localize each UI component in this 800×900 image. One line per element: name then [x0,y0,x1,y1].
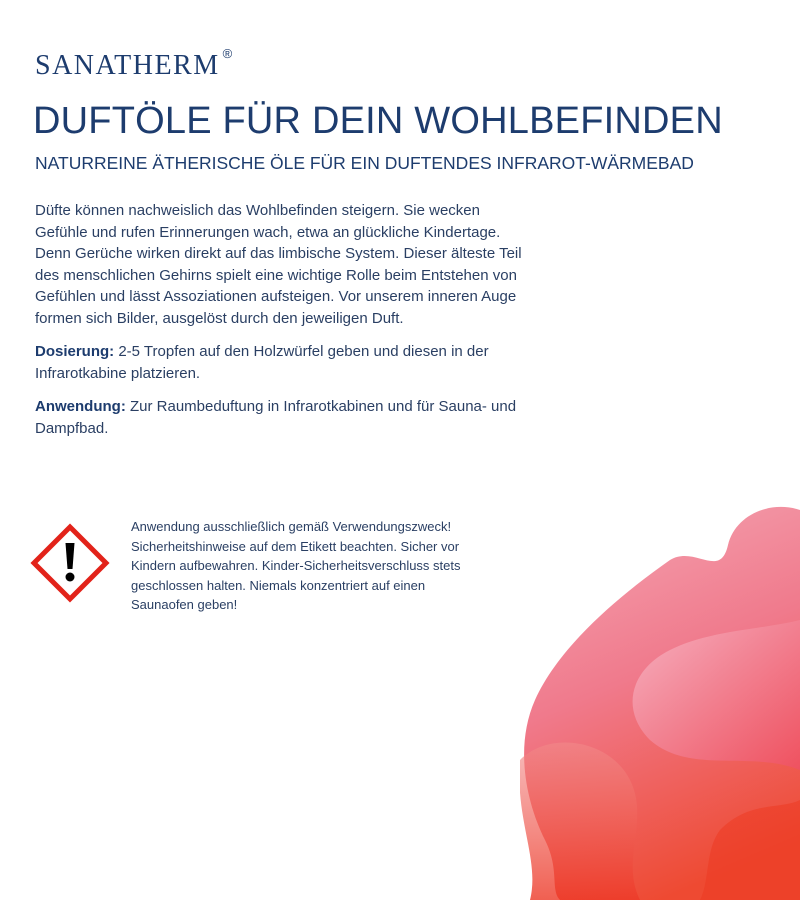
brand-logo [35,46,234,82]
product-description [35,200,527,451]
brand-name: SANATHERM [35,50,220,81]
usage-label: Anwendung: [35,398,126,415]
safety-warning-text: Anwendung ausschließlich gemäß Verwendungszweck! Sicherheitshinweise auf dem Etikett beachten. Sicher vor Kindern aufbewahren. Kinder-Sicherheitsverschluss stets geschlossen halten. Niemals konzentriert auf einen Saunaofen geben! [131,519,461,612]
usage-text: Zur Raumbeduftung in Infrarotkabinen und für Sauna- und Dampfbad. [35,398,517,437]
ghs-exclamation-icon [30,523,110,603]
usage-paragraph [35,396,527,439]
page-subtitle: NATURREINE ÄTHERISCHE ÖLE FÜR EIN DUFTENDES INFRAROT-WÄRMEBAD [35,153,694,173]
dosage-text: 2-5 Tropfen auf den Holzwürfel geben und diesen in der Infrarotkabine platzieren. [35,343,489,382]
intro-paragraph: Düfte können nachweislich das Wohlbefinden steigern. Sie wecken Gefühle und rufen Erinnerungen wach, etwa an glückliche Kindertage. Denn Gerüche wirken direkt auf das limbische System. Dieser älteste Teil des menschlichen Gehirns spielt eine wichtige Rolle beim Entstehen von Gefühlen und lässt Assoziationen aufsteigen. Vor unserem inneren Auge formen sich Bilder, ausgelöst durch den jeweiligen Duft. [35,202,522,327]
registered-mark: ® [222,46,234,61]
dosage-label: Dosierung: [35,343,115,360]
page-title: DUFTÖLE FÜR DEIN WOHLBEFINDEN [33,100,723,142]
dosage-paragraph [35,341,527,384]
rose-petal-decoration [520,500,800,900]
